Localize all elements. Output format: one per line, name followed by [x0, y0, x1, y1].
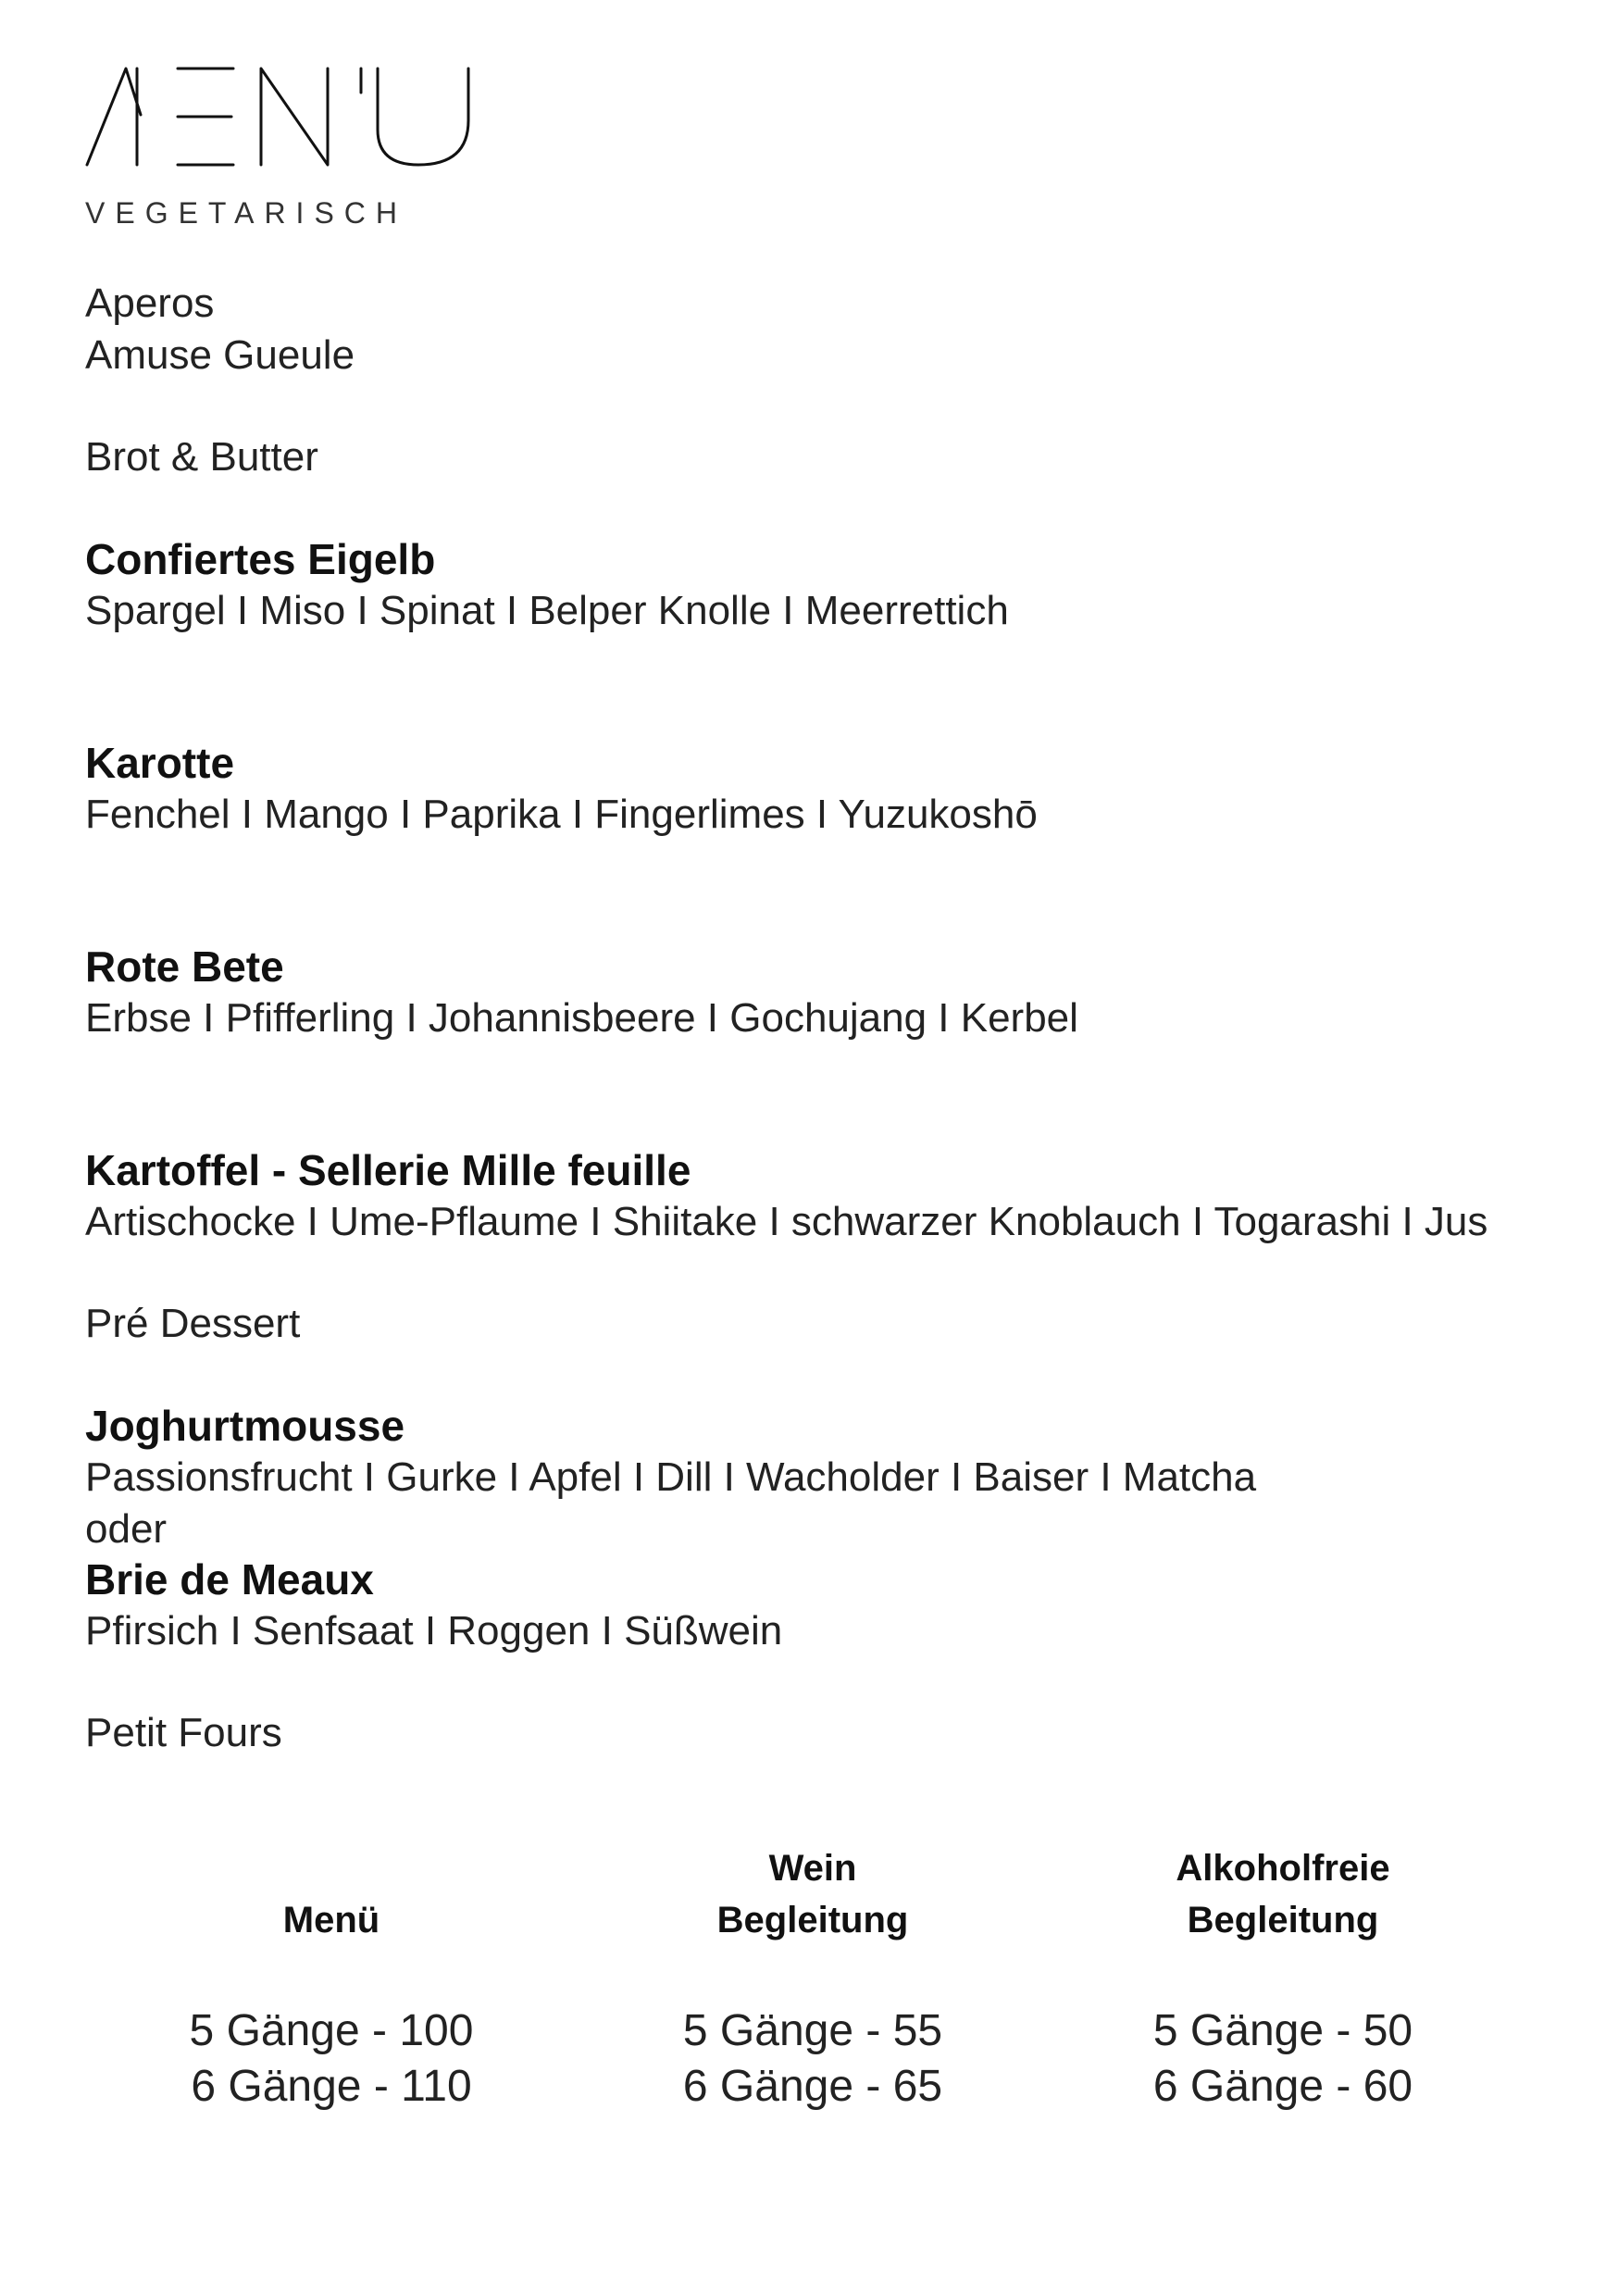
pricing-menu-row1: 5 Gänge - 100	[189, 2006, 474, 2055]
menu-logo	[85, 65, 474, 167]
course-petit-fours: Petit Fours	[85, 1710, 282, 1755]
pricing-nonalcoholic	[1070, 1842, 1496, 2115]
pricing-nonalc-head2: Begleitung	[1187, 1900, 1379, 1940]
course-desc-karotte: Fenchel I Mango I Paprika I Fingerlimes I Yuzukoshō	[85, 792, 1038, 837]
pricing-wine	[600, 1842, 1026, 2115]
course-aperos: Aperos	[85, 281, 215, 326]
course-desc-eigelb: Spargel I Miso I Spinat I Belper Knolle I Meerrettich	[85, 588, 1009, 633]
course-desc-kartoffel: Artischocke I Ume-Pflaume I Shiitake I schwarzer Knoblauch I Togarashi I Jus	[85, 1199, 1488, 1244]
pricing-nonalc-row2: 6 Gänge - 60	[1152, 2062, 1413, 2111]
course-brot-butter: Brot & Butter	[85, 434, 318, 480]
pricing-menu-row2: 6 Gänge - 110	[191, 2062, 472, 2111]
pricing-menu-head1	[118, 1842, 544, 1894]
course-title-karotte: Karotte	[85, 739, 235, 787]
pricing-wine-row2: 6 Gänge - 65	[682, 2062, 943, 2111]
course-amuse-gueule: Amuse Gueule	[85, 332, 355, 378]
pricing-nonalc-head1: Alkoholfreie	[1176, 1848, 1390, 1889]
course-desc-rote-bete: Erbse I Pfifferling I Johannisbeere I Gochujang I Kerbel	[85, 995, 1078, 1041]
pricing-menu	[118, 1842, 544, 2115]
menu-subtitle: VEGETARISCH	[85, 196, 407, 230]
course-title-joghurtmousse: Joghurtmousse	[85, 1402, 405, 1450]
course-desc-joghurtmousse: Passionsfrucht I Gurke I Apfel I Dill I Wacholder I Baiser I Matcha	[85, 1454, 1257, 1500]
course-title-brie: Brie de Meaux	[85, 1555, 374, 1603]
course-pre-dessert: Pré Dessert	[85, 1301, 301, 1346]
course-title-rote-bete: Rote Bete	[85, 942, 284, 991]
pricing-nonalc-row1: 5 Gänge - 50	[1152, 2006, 1413, 2055]
pricing-wine-head2: Begleitung	[716, 1900, 909, 1940]
pricing-wine-head1: Wein	[768, 1848, 857, 1889]
course-oder: oder	[85, 1506, 168, 1552]
course-title-eigelb: Confiertes Eigelb	[85, 535, 436, 583]
course-desc-brie: Pfirsich I Senfsaat I Roggen I Süßwein	[85, 1608, 783, 1653]
pricing-wine-row1: 5 Gänge - 55	[682, 2006, 943, 2055]
pricing-menu-head2: Menü	[282, 1900, 380, 1940]
course-title-kartoffel: Kartoffel - Sellerie Mille feuille	[85, 1146, 691, 1194]
